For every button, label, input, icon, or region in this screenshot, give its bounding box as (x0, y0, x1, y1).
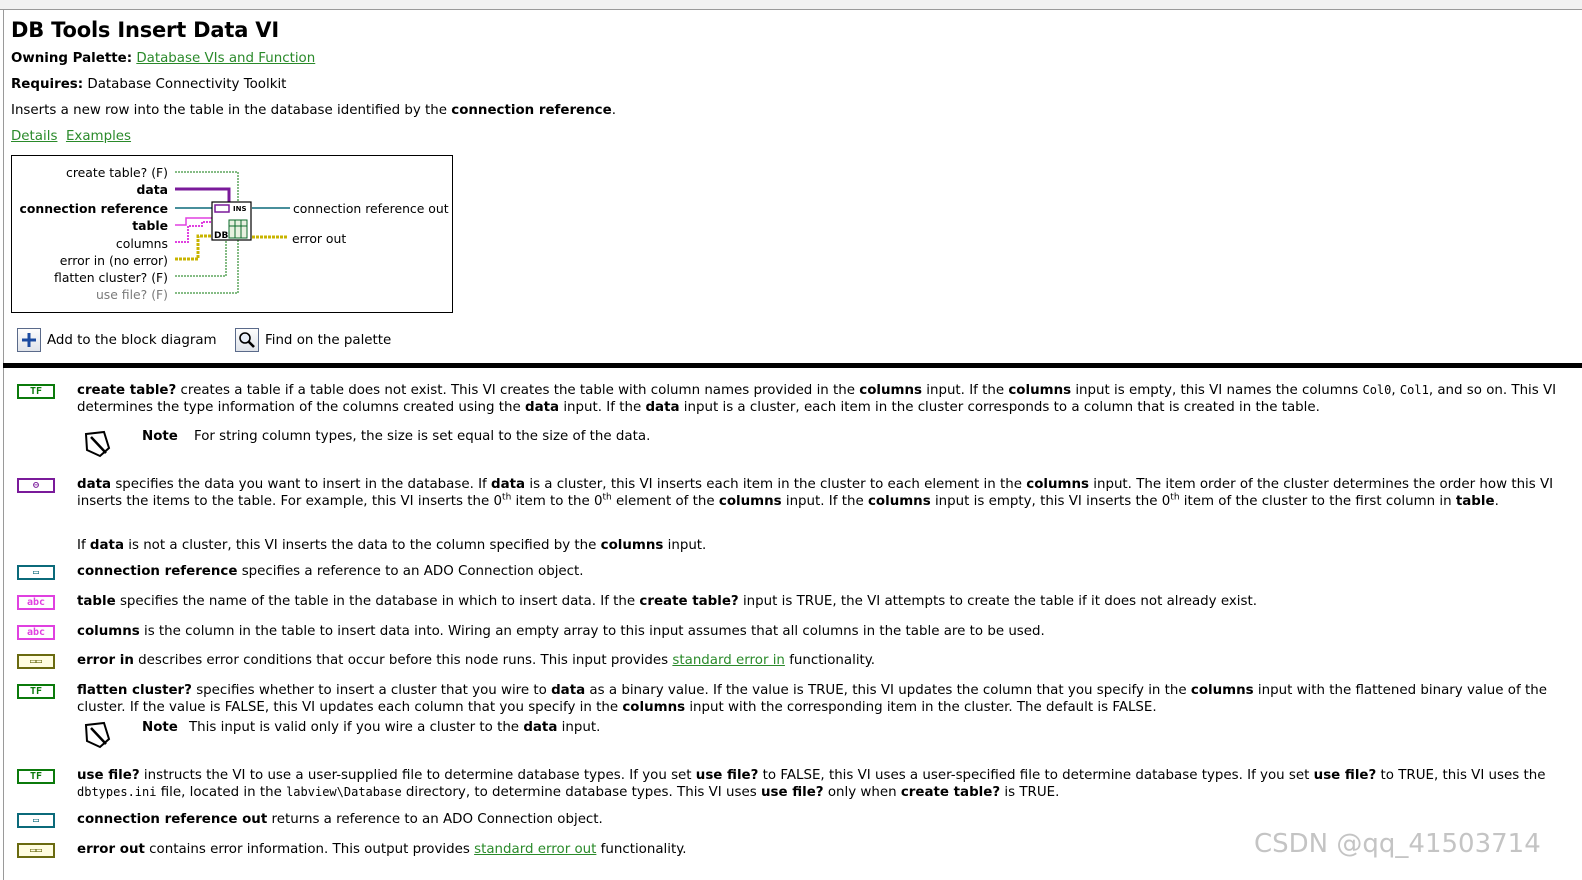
bool-terminal-icon: TF (17, 769, 55, 784)
note-text: For string column types, the size is set equal to the size of the data. (194, 429, 651, 444)
param-name: connection reference out (77, 812, 268, 827)
requires-value: Database Connectivity Toolkit (87, 77, 287, 92)
left-border (3, 9, 4, 880)
connector-pane (11, 155, 453, 313)
bool-terminal-icon: TF (17, 684, 55, 699)
note-icon (82, 428, 114, 460)
label-use-file: use file? (F) (95, 287, 168, 302)
add-to-block-diagram-button[interactable] (17, 328, 217, 352)
param-name: connection reference (77, 564, 238, 579)
param-name: columns (77, 624, 140, 639)
param-create-table: create table? creates a table if a table does not exist. This VI creates the table with column names provided in the columns input. If the columns input is empty, this VI names the columns Col0, Col1, and so on. This VI determines the type information of the columns created using the data input. If the data input is a cluster, each item in the cluster corresponds to a column that is created in the table. (77, 383, 1557, 415)
param-name: error in (77, 653, 134, 668)
param-name: error out (77, 842, 145, 857)
param-use-file: use file? instructs the VI to use a user-supplied file to determine database types. If you set use file? to FALSE, this VI uses a user-specified file to determine database types. If you set use file? to TRUE, this VI uses the dbtypes.ini file, located in the labview\Database directory, to determine database types. This VI uses use file? only when create table? is TRUE. (77, 768, 1546, 800)
label-error-out: error out (292, 231, 347, 246)
label-data: data (136, 182, 168, 197)
requires-label: Requires: (11, 77, 84, 92)
vi-icon-db-text: DB (214, 231, 229, 241)
error-cluster-terminal-icon: ▭▭ (17, 654, 55, 669)
owning-palette-label: Owning Palette: (11, 51, 133, 66)
param-name: use file? (77, 768, 140, 783)
requires-line (11, 77, 286, 92)
bool-terminal-icon: TF (17, 384, 55, 399)
window-top-strip (0, 0, 1582, 10)
param-error-in: error in describes error conditions that occur before this node runs. This input provides standard error in functionality. (77, 653, 876, 668)
find-on-palette-button[interactable] (235, 328, 391, 352)
param-name: flatten cluster? (77, 683, 192, 698)
watermark: CSDN @qq_41503714 (1254, 829, 1541, 859)
param-error-out: error out contains error information. This output provides standard error out functionality. (77, 842, 687, 857)
note-label: Note (142, 429, 178, 444)
error-out-terminal-icon: ▭▭ (17, 843, 55, 858)
label-create-table: create table? (F) (66, 165, 168, 180)
standard-error-in-link[interactable]: standard error in (672, 653, 785, 668)
details-link[interactable]: Details (11, 129, 58, 144)
param-name: table (77, 594, 116, 609)
summary-bold: connection reference (451, 103, 612, 118)
label-connection-reference: connection reference (19, 201, 168, 216)
refnum-terminal-icon: ▭ (17, 565, 55, 580)
label-connection-reference-out: connection reference out (293, 201, 449, 216)
param-name: create table? (77, 383, 177, 398)
plus-icon (17, 328, 41, 352)
magnifier-icon (235, 328, 259, 352)
string-array-terminal-icon: abc (17, 625, 55, 640)
param-connection-reference: connection reference specifies a reference to an ADO Connection object. (77, 564, 584, 579)
page-title: DB Tools Insert Data VI (11, 18, 279, 42)
param-data-p2: If data is not a cluster, this VI inserts the data to the column specified by the columns input. (77, 538, 707, 553)
owning-palette-link[interactable]: Database VIs and Function (136, 51, 316, 66)
string-terminal-icon: abc (17, 595, 55, 610)
label-table: table (132, 218, 168, 233)
summary-text: Inserts a new row into the table in the database identified by the (11, 103, 452, 118)
summary-end: . (611, 103, 616, 118)
find-on-palette-label: Find on the palette (265, 332, 392, 348)
summary-line (11, 103, 616, 118)
owning-palette-line (11, 51, 315, 66)
label-columns: columns (115, 236, 168, 251)
label-flatten-cluster: flatten cluster? (F) (54, 270, 168, 285)
param-columns: columns is the column in the table to insert data into. Wiring an empty array to this input assumes that all columns in the table are to be used. (77, 624, 1045, 639)
note-icon (82, 719, 114, 751)
standard-error-out-link[interactable]: standard error out (474, 842, 597, 857)
variant-terminal-icon: ⊖ (17, 478, 55, 493)
param-data: data specifies the data you want to insert in the database. If data is a cluster, this VI inserts each item in the cluster to each element in the columns input. The item order of the cluster determines the order how this VI inserts the items to the table. For example, this VI inserts the 0th item to the 0th element of the columns input. If the columns input is empty, this VI inserts the 0th item of the cluster to the first column in table. (77, 477, 1554, 509)
param-table: table specifies the name of the table in the database in which to insert data. If the create table? input is TRUE, the VI attempts to create the table if it does not already exist. (77, 594, 1257, 609)
note-label: Note (142, 720, 178, 735)
param-connection-reference-out: connection reference out returns a reference to an ADO Connection object. (77, 812, 603, 827)
param-name: data (77, 477, 112, 492)
vi-icon-ins-text: INS (233, 205, 247, 213)
label-error-in: error in (no error) (59, 253, 168, 268)
note-text: This input is valid only if you wire a cluster to the data input. (189, 720, 601, 735)
refnum-out-terminal-icon: ▭ (17, 813, 55, 828)
links-line (11, 129, 131, 144)
section-divider (3, 363, 1582, 368)
param-flatten-cluster: flatten cluster? specifies whether to insert a cluster that you wire to data as a binary value. If the value is TRUE, this VI updates the column that you specify in the columns input with the flattened binary value of the cluster. If the value is FALSE, this VI updates each column that you specify in the columns input with the corresponding item in the cluster. The default is FALSE. (77, 683, 1547, 715)
add-to-block-diagram-label: Add to the block diagram (47, 332, 217, 348)
examples-link[interactable]: Examples (65, 129, 132, 144)
